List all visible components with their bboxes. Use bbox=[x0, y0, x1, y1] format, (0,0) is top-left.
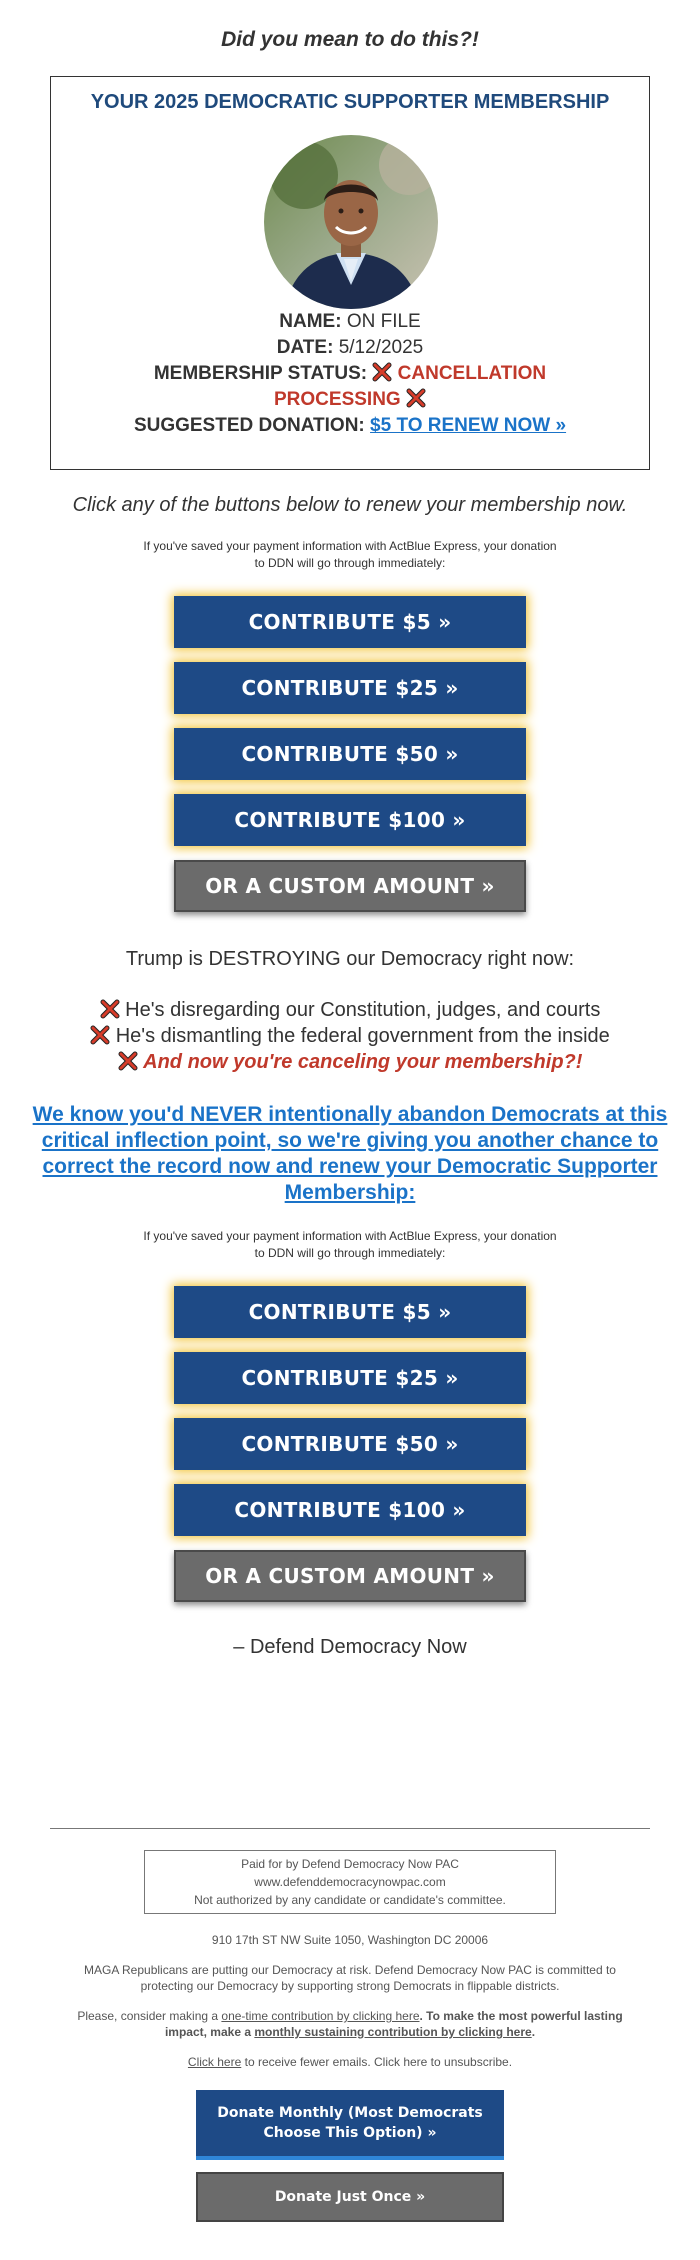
renew-cta-link[interactable]: We know you'd NEVER intentionally abandon Democrats at this critical inflection point, so we're giving you another chance to correct the record now and renew your Democratic Supporter Membership: bbox=[32, 1103, 668, 1204]
status-value-cancellation: CANCELLATION bbox=[397, 363, 547, 384]
contribute-25-button[interactable]: CONTRIBUTE $25 » bbox=[174, 1352, 526, 1404]
contribute-100-button[interactable]: CONTRIBUTE $100 » bbox=[174, 794, 526, 846]
contribution-text bbox=[60, 2008, 640, 2040]
member-photo bbox=[264, 135, 438, 309]
x-mark-icon bbox=[100, 999, 120, 1019]
contribute-5-button[interactable]: CONTRIBUTE $5 » bbox=[174, 596, 526, 648]
donation-label: SUGGESTED DONATION: bbox=[133, 415, 365, 436]
trump-line: Trump is DESTROYING our Democracy right now: bbox=[125, 948, 575, 970]
donation-row bbox=[51, 413, 649, 439]
email-prefs bbox=[60, 2054, 640, 2070]
consider-prefix: Please, consider making a bbox=[77, 2009, 222, 2023]
contribute-100-button[interactable]: CONTRIBUTE $100 » bbox=[174, 1484, 526, 1536]
status-label: MEMBERSHIP STATUS: bbox=[153, 363, 368, 384]
status-value-processing: PROCESSING bbox=[274, 389, 401, 410]
custom-amount-button[interactable]: OR A CUSTOM AMOUNT » bbox=[174, 1550, 526, 1602]
website-line: www.defenddemocracynowpac.com bbox=[254, 1875, 446, 1889]
bullet-item bbox=[0, 1025, 700, 1048]
address: 910 17th ST NW Suite 1050, Washington DC 20006 bbox=[211, 1933, 489, 1947]
headline: Did you mean to do this?! bbox=[221, 28, 479, 51]
express-note bbox=[120, 1228, 580, 1262]
date-label: DATE: bbox=[276, 337, 334, 358]
consider-mid: . To make the most powerful lasting impact, make a bbox=[164, 2009, 623, 2039]
contribute-25-button[interactable]: CONTRIBUTE $25 » bbox=[174, 662, 526, 714]
consider-suffix: . bbox=[531, 2025, 536, 2039]
paid-for-box bbox=[144, 1850, 556, 1914]
express-note-line-2: to DDN will go through immediately: bbox=[254, 556, 446, 570]
one-time-link[interactable]: one-time contribution by clicking here bbox=[221, 2009, 420, 2023]
x-mark-icon bbox=[90, 1025, 110, 1045]
monthly-link[interactable]: monthly sustaining contribution by clicking here bbox=[254, 2025, 532, 2039]
x-mark-icon bbox=[372, 362, 392, 382]
intro-text: Click any of the buttons below to renew your membership now. bbox=[72, 494, 628, 516]
mission-text: MAGA Republicans are putting our Democracy at risk. Defend Democracy Now PAC is committed to protecting our Democracy by supporting strong Democrats in flippable districts. bbox=[84, 1963, 616, 1993]
bullet-text: He's dismantling the federal government from the inside bbox=[115, 1025, 610, 1047]
footer-divider bbox=[50, 1828, 650, 1829]
paid-by-line: Paid for by Defend Democracy Now PAC bbox=[241, 1857, 459, 1871]
bullet-item bbox=[0, 999, 700, 1022]
name-label: NAME: bbox=[279, 311, 342, 332]
date-row bbox=[51, 335, 649, 361]
express-note-line-2: to DDN will go through immediately: bbox=[254, 1246, 446, 1260]
express-note-line-1: If you've saved your payment information with ActBlue Express, your donation bbox=[143, 1229, 557, 1243]
bullet-item bbox=[0, 1051, 700, 1074]
x-mark-icon bbox=[406, 388, 426, 408]
contribute-50-button[interactable]: CONTRIBUTE $50 » bbox=[174, 728, 526, 780]
contribute-5-button[interactable]: CONTRIBUTE $5 » bbox=[174, 1286, 526, 1338]
bullet-text-emphasis: And now you're canceling your membership?! bbox=[143, 1051, 583, 1073]
status-row bbox=[51, 361, 649, 387]
card-title: YOUR 2025 DEMOCRATIC SUPPORTER MEMBERSHIP bbox=[90, 91, 610, 113]
status-row-2 bbox=[51, 387, 649, 413]
bullet-text: He's disregarding our Constitution, judges, and courts bbox=[125, 999, 601, 1021]
custom-amount-button[interactable]: OR A CUSTOM AMOUNT » bbox=[174, 860, 526, 912]
date-value: 5/12/2025 bbox=[338, 337, 424, 358]
unsubscribe-text[interactable]: to receive fewer emails. Click here to unsubscribe. bbox=[241, 2055, 513, 2069]
fewer-emails-link[interactable]: Click here bbox=[187, 2055, 242, 2069]
name-value: ON FILE bbox=[346, 311, 421, 332]
signature: – Defend Democracy Now bbox=[233, 1636, 467, 1658]
x-mark-icon bbox=[118, 1051, 138, 1071]
donate-monthly-button[interactable]: Donate Monthly (Most Democrats Choose This Option) » bbox=[196, 2090, 504, 2160]
express-note bbox=[120, 538, 580, 572]
express-note-line-1: If you've saved your payment information with ActBlue Express, your donation bbox=[143, 539, 557, 553]
name-row bbox=[51, 309, 649, 335]
membership-card bbox=[50, 76, 650, 470]
donate-once-button[interactable]: Donate Just Once » bbox=[196, 2172, 504, 2222]
disclaimer-line: Not authorized by any candidate or candidate's committee. bbox=[194, 1893, 506, 1907]
renew-link[interactable]: $5 TO RENEW NOW » bbox=[370, 415, 567, 436]
contribute-50-button[interactable]: CONTRIBUTE $50 » bbox=[174, 1418, 526, 1470]
